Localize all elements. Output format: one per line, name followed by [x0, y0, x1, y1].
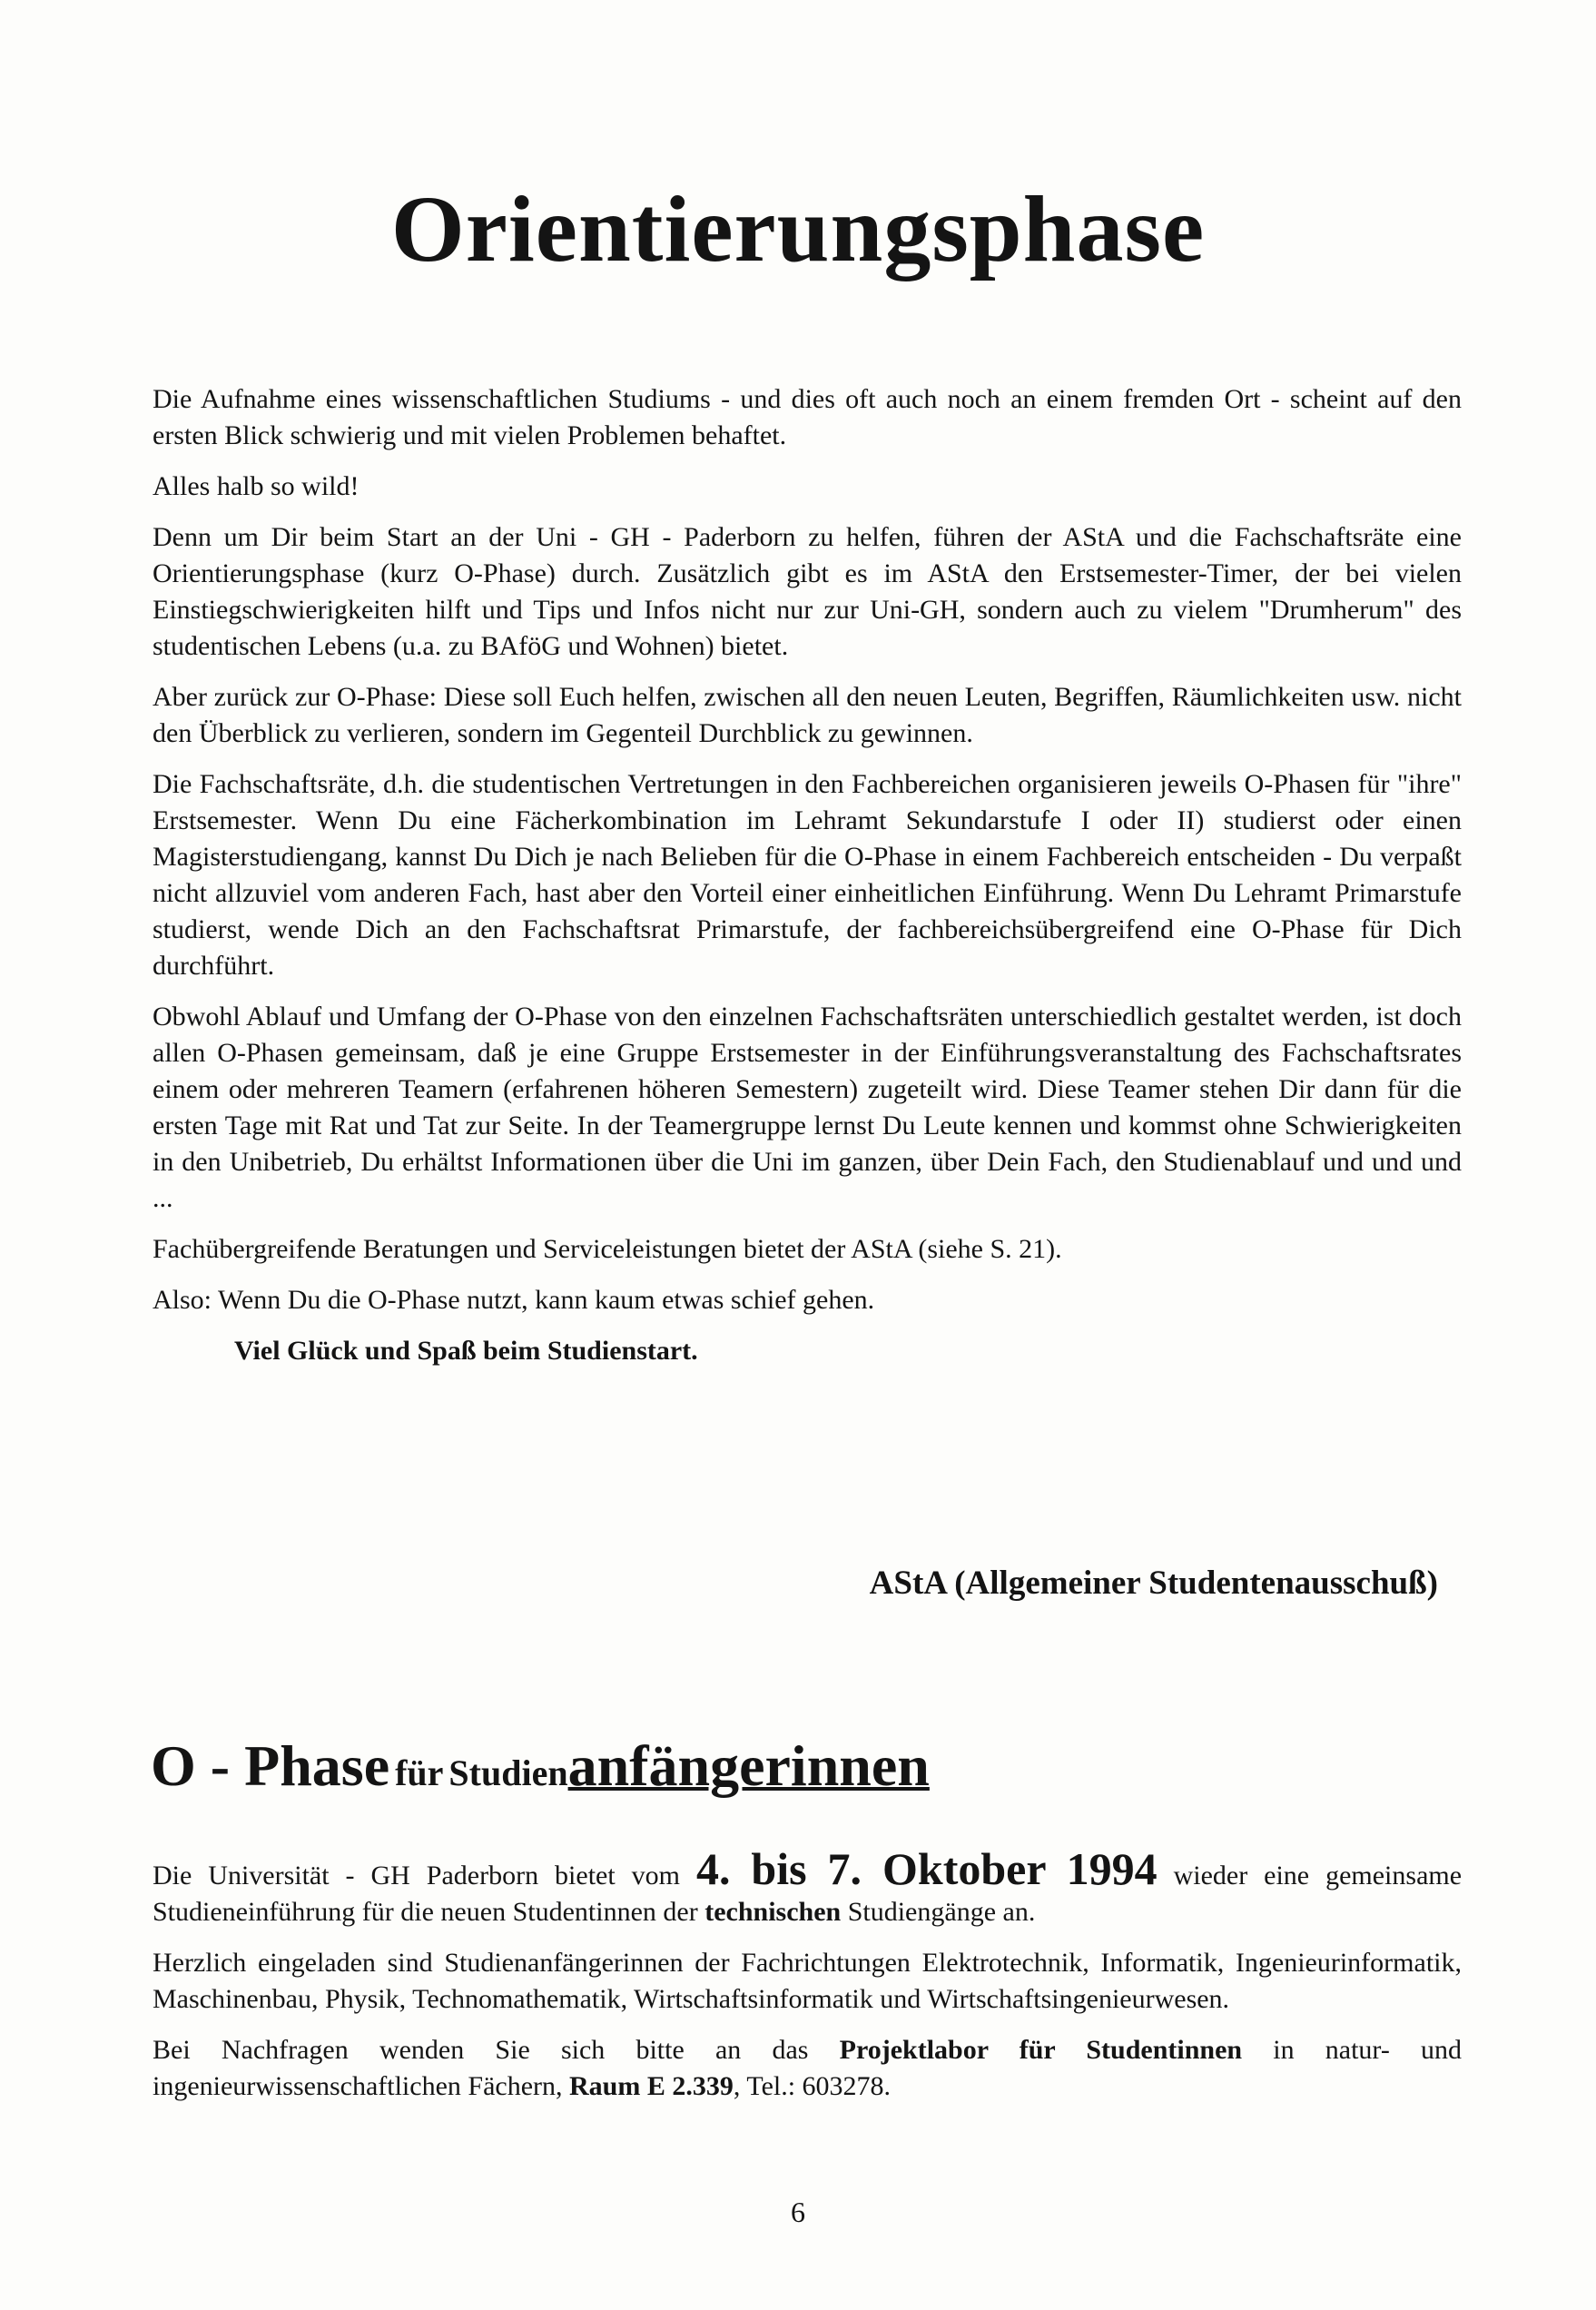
p1-pre: Die Universität - GH Paderborn bietet vom	[153, 1861, 680, 1890]
intro-paragraph-3: Denn um Dir beim Start an der Uni - GH - Paderborn zu helfen, führen der AStA und die Fachschaftsräte eine Orientierungsphase (kurz O-Phase) durch. Zusätzlich gibt es im AStA den Erstsemester-Timer, der bei vielen Einstiegschwierigkeiten hilft und Tips und Infos nicht nur zur Uni-GH, sondern auch zu vielem "Drumherum" des studentischen Lebens (u.a. zu BAföG und Wohnen) bietet.	[153, 522, 1462, 661]
intro-paragraph-4: Aber zurück zur O-Phase: Diese soll Euch helfen, zwischen all den neuen Leuten, Begriffen, Räumlichkeiten usw. nicht den Überblick zu verlieren, sondern im Gegenteil Durchblick zu gewinnen.	[153, 682, 1462, 748]
heading-part-2: für	[395, 1752, 444, 1793]
intro-paragraph-2: Alles halb so wild!	[153, 471, 360, 501]
closing-line: Viel Glück und Spaß beim Studienstart.	[234, 1336, 698, 1366]
p1-post: Studiengänge an.	[847, 1897, 1036, 1927]
section2-paragraph-3	[153, 2032, 1462, 2105]
section2-body	[153, 1843, 1463, 2119]
p3-bold-1: Projektlabor für Studentinnen	[839, 2035, 1243, 2065]
signature: AStA (Allgemeiner Studentenausschuß)	[869, 1565, 1438, 1602]
p1-mid: wieder eine gemeinsame Studieneinführung für die neuen Studentinnen der	[153, 1861, 1463, 1927]
heading-part-1: O - Phase	[151, 1733, 390, 1798]
section2-paragraph-2: Herzlich eingeladen sind Studienanfängerinnen der Fachrichtungen Elektrotechnik, Informatik, Ingenieurinformatik, Maschinenbau, Physik, Technomathematik, Wirtschaftsinformatik und Wirtschaftsingenieurwesen.	[153, 1948, 1462, 2014]
intro-paragraph-1: Die Aufnahme eines wissenschaftlichen Studiums - und dies oft auch noch an einem fremden Ort - scheint auf den ersten Blick schwierig und mit vielen Problemen behaftet.	[153, 384, 1462, 450]
p3-mid: in natur- und ingenieurwissenschaftlichen Fächern,	[153, 2035, 1463, 2101]
page-number: 6	[791, 2196, 805, 2228]
p3-bold-2: Raum E 2.339	[569, 2071, 734, 2101]
p3-pre: Bei Nachfragen wenden Sie sich bitte an das	[153, 2035, 809, 2065]
p3-post: , Tel.: 603278.	[733, 2071, 892, 2101]
page-title: Orientierungsphase	[390, 177, 1206, 281]
section2-paragraph-1	[153, 1843, 1463, 1930]
intro-paragraph-5: Die Fachschaftsräte, d.h. die studentischen Vertretungen in den Fachbereichen organisieren jeweils O-Phasen für "ihre" Erstsemester. Wenn Du eine Fächerkombination im Lehramt Sekundarstufe I oder II) studierst oder einen Magisterstudiengang, kannst Du Dich je nach Belieben für die O-Phase in einem Fachbereich entscheiden - Du verpaßt nicht allzuviel vom anderen Fach, hast aber den Vorteil einer einheitlichen Einführung. Wenn Du Lehramt Primarstufe studierst, wende Dich an den Fachschaftsrat Primarstufe, der fachbereichsübergreifend eine O-Phase für Dich durchführt.	[153, 769, 1462, 981]
section-heading	[151, 1734, 930, 1798]
p1-bold: technischen	[704, 1897, 842, 1927]
intro-paragraph-6: Obwohl Ablauf und Umfang der O-Phase von den einzelnen Fachschaftsräten unterschiedlich gestaltet werden, ist doch allen O-Phasen gemeinsam, daß je eine Gruppe Erstsemester in der Einführungsveranstaltung des Fachschaftsrates einem oder mehreren Teamern (erfahrenen höheren Semestern) zugeteilt wird. Diese Teamer stehen Dir dann für die ersten Tage mit Rat und Tat zur Seite. In der Teamergruppe lernst Du Leute kennen und kommst ohne Schwierigkeiten in den Unibetrieb, Du erhältst Informationen über die Uni im ganzen, über Dein Fach, den Studienablauf und und und ...	[153, 1002, 1462, 1213]
heading-part-3: Studien	[448, 1752, 568, 1793]
intro-paragraph-7: Fachübergreifende Beratungen und Serviceleistungen bietet der AStA (siehe S. 21).	[153, 1234, 1062, 1264]
intro-section	[153, 381, 1462, 1384]
heading-part-4: anfängerinnen	[567, 1733, 930, 1798]
intro-paragraph-8: Also: Wenn Du die O-Phase nutzt, kann kaum etwas schief gehen.	[153, 1285, 875, 1315]
event-date: 4. bis 7. Oktober 1994	[695, 1843, 1158, 1894]
